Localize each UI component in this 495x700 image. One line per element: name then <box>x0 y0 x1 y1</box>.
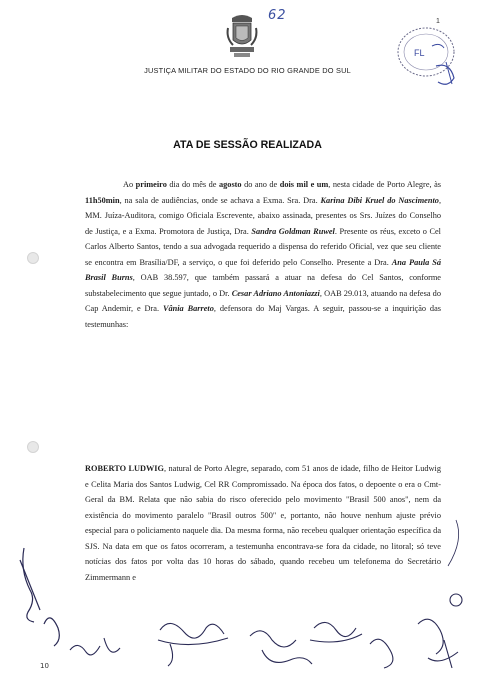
margin-stroke <box>448 520 459 566</box>
page-number: 1 <box>436 18 440 25</box>
court-stamp-icon <box>392 22 468 92</box>
punch-hole <box>27 252 39 264</box>
page-title: ATA DE SESSÃO REALIZADA <box>173 139 322 151</box>
handwritten-page-number: 62 <box>268 8 287 23</box>
footer-mark: 10 <box>40 662 49 670</box>
punch-hole <box>27 441 39 453</box>
opening-paragraph: Ao primeiro dia do mês de agosto do ano de dois mil e um, nesta cidade de Porto Alegre, às 11h50min, na sala de audiências, onde se achava a Exma. Sra. Dra. Karina Dibi Kruel do Nascimento, MM. Juíza-Auditora, comigo Oficiala Escrevente, abaixo assinada, presentes os Srs. Juízes do Conselho de Justiça, e a Exma. Promotora de Justiça, Dra. Sandra Goldman Ruwel. Presente os réus, exceto o Cel Carlos Alberto Santos, tendo a sua advogada requerido a dispensa do referido Oficial, vez que seu cliente se encontra em Brasília/DF, a serviço, o que foi deferido pelo Conselho. Presente a Dra. Ana Paula Sá Brasil Burns, OAB 38.597, que também passará a atuar na defesa do Cel Santos, conforme substabelecimento que segue juntado, o Dr. Cesar Adriano Antoniazzi, OAB 29.013, atuando na defesa do Cap Andemir, e Dra. Vânia Barreto, defensora do Maj Vargas. A seguir, passou-se a inquirição das testemunhas: <box>85 180 442 329</box>
institution-name: JUSTIÇA MILITAR DO ESTADO DO RIO GRANDE DO SUL <box>144 66 351 75</box>
margin-signature-left <box>20 548 59 646</box>
witness-text: , natural de Porto Alegre, separado, com 51 anos de idade, filho de Heitor Ludwig e Celita Maria dos Santos Ludwig, Cel RR Compromissado. Na época dos fatos, o depoente o era o Cmt-Geral da BM. Relata que não sabia do risco oferecido pelo movimento "Brasil 500 anos", nem da existência do movimento paralelo "Brasil outros 500" e, portanto, não houve nenhum ajuste prévio especial para o policiamento naquele dia. Da mesma forma, não recebeu qualquer orientação específica da SJS. Na data em que os fatos ocorreram, a testemunha encontrava-se fora da cidade, no litoral; só teve notícias dos fatos por volta das 10 horas do sábado, quando recebeu um telefonema do Secretário Zimmermann e <box>85 464 441 582</box>
handwritten-date-note <box>70 638 120 655</box>
signature-judge <box>158 623 228 666</box>
signature-council-3 <box>370 639 393 668</box>
signature-right <box>418 594 462 668</box>
signature-council-1 <box>250 631 312 664</box>
signature-council-2 <box>310 622 362 642</box>
stamp-text: FL <box>414 48 425 58</box>
state-coat-of-arms-icon <box>224 12 260 60</box>
witness-testimony <box>85 461 441 585</box>
witness-name: ROBERTO LUDWIG <box>85 464 164 473</box>
